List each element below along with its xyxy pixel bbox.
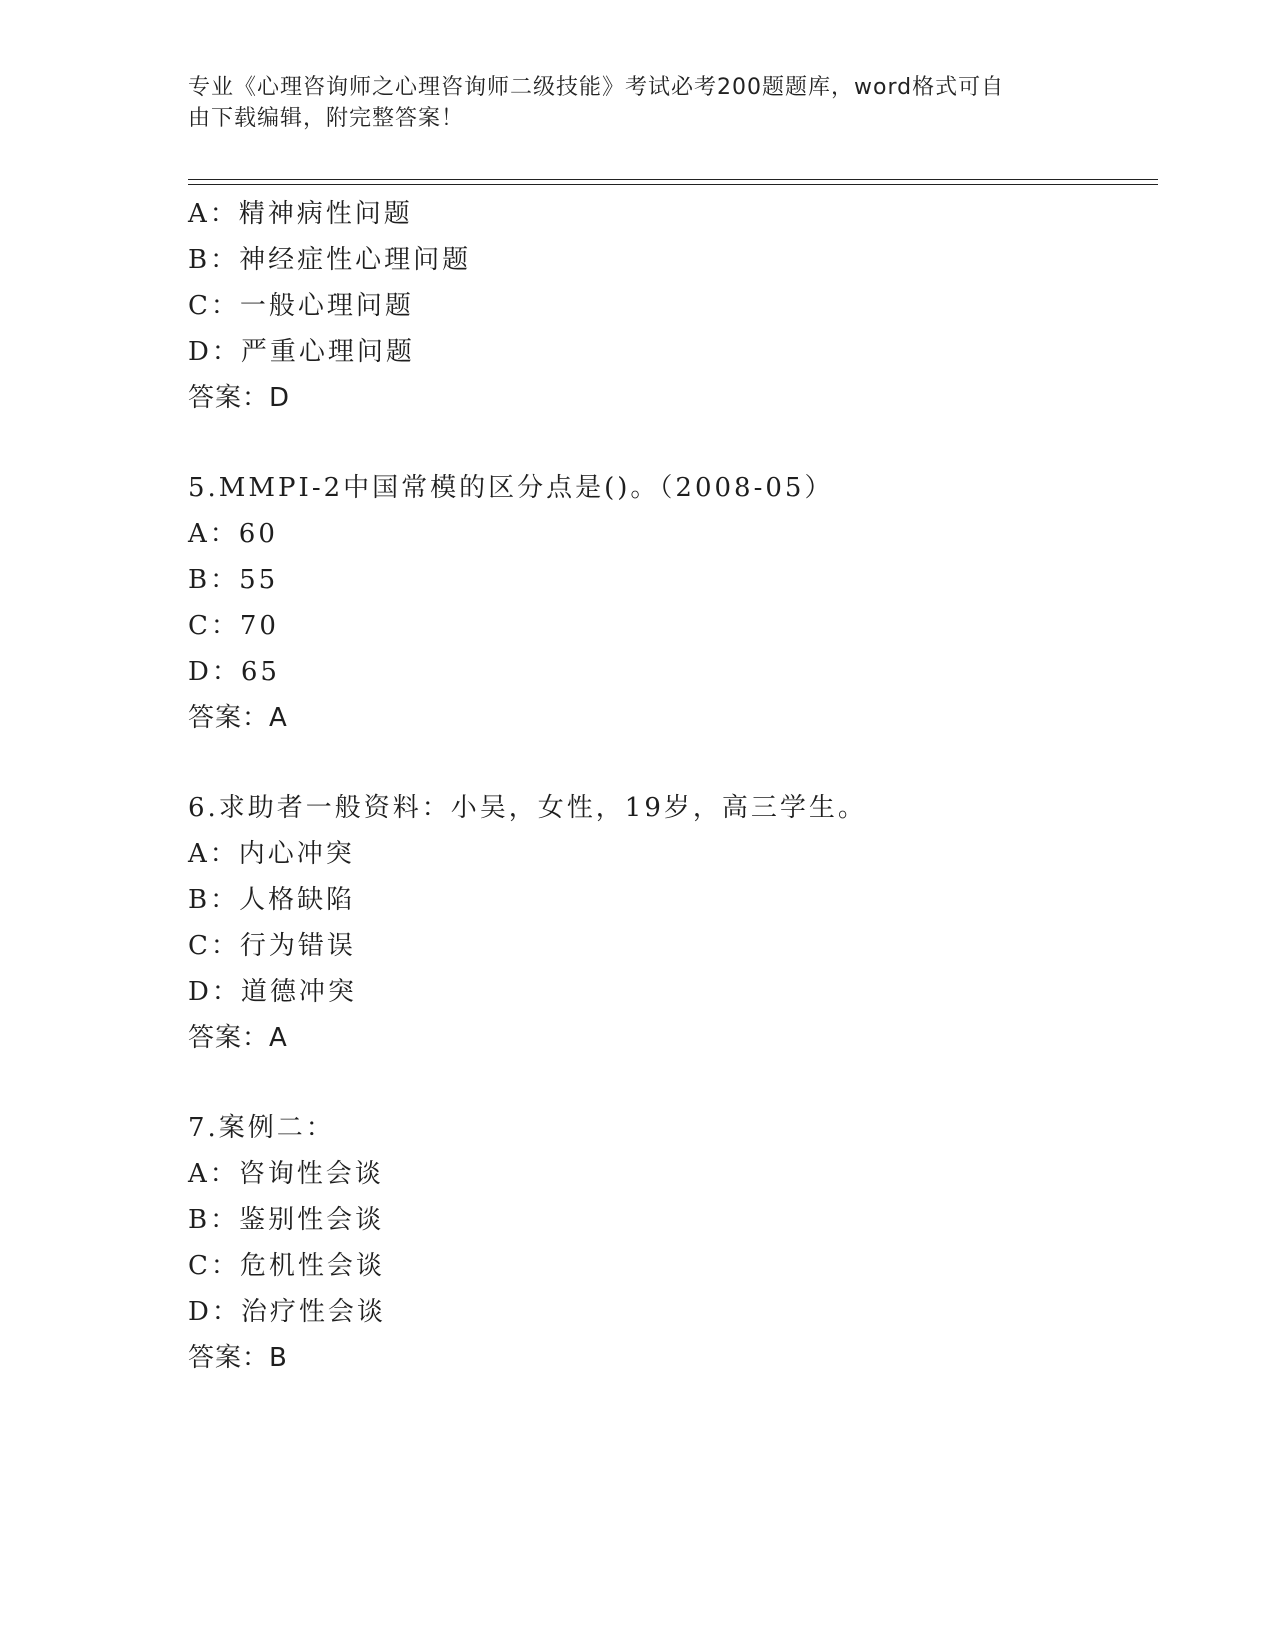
option-c: C：70 [188, 611, 279, 641]
answer-line: 答案：B [188, 1343, 288, 1373]
question-block [188, 191, 1158, 421]
option-b: B：神经症性心理问题 [188, 245, 472, 275]
option-a: A：内心冲突 [188, 839, 355, 869]
question-text: 6.求助者一般资料：小吴，女性，19岁，高三学生。 [188, 793, 867, 823]
answer-line: 答案：D [188, 383, 291, 413]
header-divider-bottom [188, 184, 1158, 185]
option-b: B：鉴别性会谈 [188, 1205, 385, 1235]
option-b: B：人格缺陷 [188, 885, 356, 915]
option-c: C：行为错误 [188, 931, 356, 961]
question-text: 7.案例二： [188, 1113, 335, 1143]
option-a: A：60 [188, 519, 278, 549]
document-header [188, 72, 1068, 134]
option-d: D：治疗性会谈 [188, 1297, 386, 1327]
option-d: D：65 [188, 657, 280, 687]
answer-line: 答案：A [188, 1023, 288, 1053]
header-line-2: 由下载编辑，附完整答案！ [188, 106, 465, 131]
option-a: A：咨询性会谈 [188, 1159, 384, 1189]
option-c: C：危机性会谈 [188, 1251, 385, 1281]
question-text: 5.MMPI-2中国常模的区分点是()。（2008-05） [188, 473, 834, 503]
option-d: D：严重心理问题 [188, 337, 415, 367]
option-d: D：道德冲突 [188, 977, 357, 1007]
header-line-1: 专业《心理咨询师之心理咨询师二级技能》考试必考200题题库，word格式可自 [188, 75, 1005, 100]
question-block [188, 1105, 1158, 1381]
question-list [188, 191, 1158, 1381]
option-c: C：一般心理问题 [188, 291, 414, 321]
option-b: B：55 [188, 565, 279, 595]
header-divider-top [188, 179, 1158, 180]
answer-line: 答案：A [188, 703, 288, 733]
option-a: A：精神病性问题 [188, 199, 413, 229]
question-block [188, 785, 1158, 1061]
question-block [188, 465, 1158, 741]
